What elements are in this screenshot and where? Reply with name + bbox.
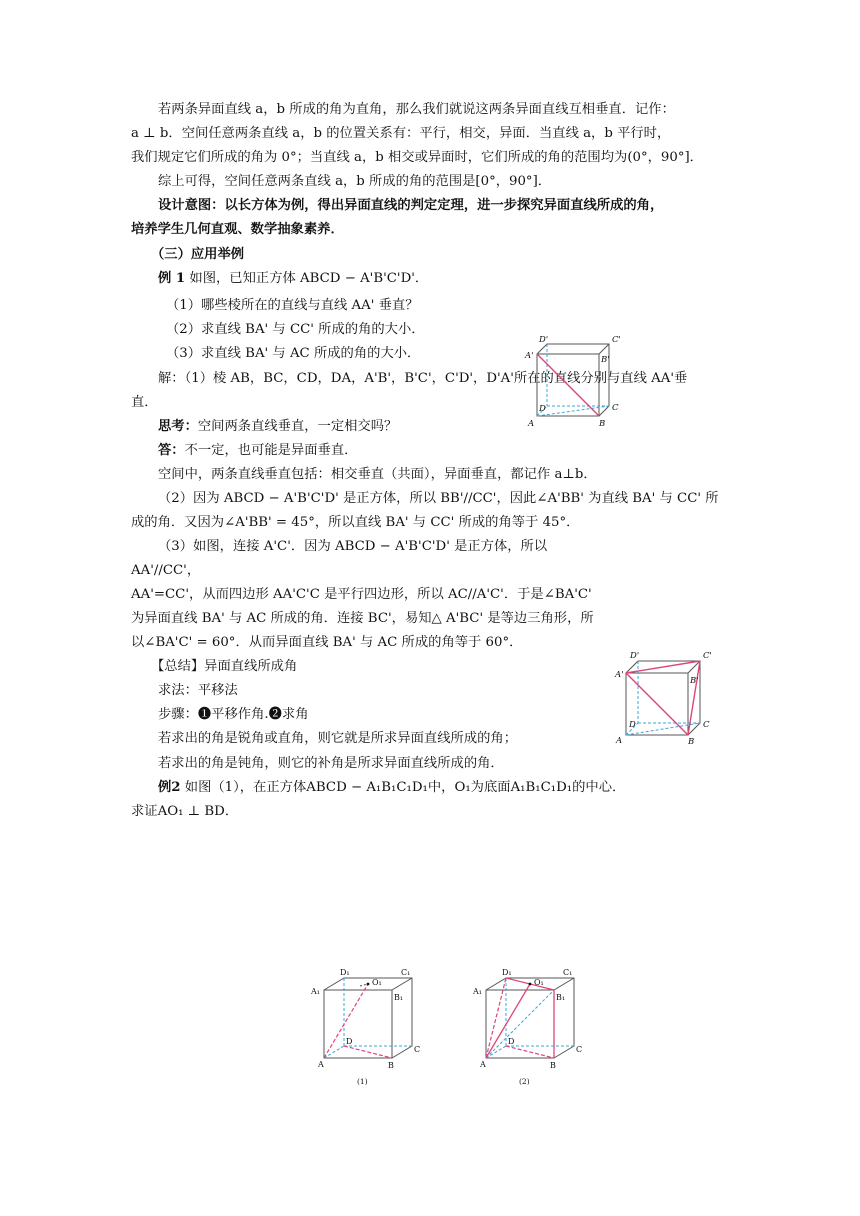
label-A1: A' <box>525 351 534 361</box>
label-C: C <box>612 403 619 413</box>
solution-1: 解：（1）棱 AB，BC，CD，DA，A'B'，B'C'，C'D'，D'A'所在的直线分别与直线 AA'垂 <box>158 370 688 386</box>
section-heading: （三）应用举例 <box>151 246 245 262</box>
label-B1: B' <box>601 355 610 365</box>
solution-3-cont: 为异面直线 BA' 与 AC 所成的角．连接 BC'，易知△ A'BC' 是等边三角形，所 <box>131 610 594 626</box>
paragraph: a ⊥ b．空间任意两条直线 a，b 的位置关系有：平行，相交，异面．当直线 a，b 平行时， <box>131 126 671 142</box>
label-A: A <box>318 1060 324 1069</box>
solution-2: （2）因为 ABCD − A'B'C'D' 是正方体，所以 BB'//CC'，因此∠A'BB' 为直线 BA' 与 CC' 所 <box>158 491 719 506</box>
solution-3-cont: AA'=CC'，从而四边形 AA'C'C 是平行四边形，所以 AC//A'C'．于是∠BA'C' <box>131 586 592 602</box>
label-C1: C₁ <box>563 968 573 977</box>
answer-text: 不一定，也可能是异面垂直． <box>184 442 358 458</box>
design-intent-label: 设计意图： <box>158 198 225 214</box>
paragraph: 若两条异面直线 a，b 所成的角为直角，那么我们就说这两条异面直线互相垂直．记作： <box>158 102 675 117</box>
paragraph: 培养学生几何直观、数学抽象素养． <box>131 222 344 238</box>
solution-3-cont: 以∠BA'C' = 60°．从而异面直线 BA' 与 AC 所成的角等于 60°． <box>131 635 523 651</box>
question-2: （2）求直线 BA' 与 CC' 所成的角的大小． <box>166 322 425 338</box>
label-D1: D₁ <box>340 968 350 977</box>
paragraph: 空间中，两条直线垂直包括：相交垂直（共面），异面垂直，都记作 a⊥b． <box>158 466 597 482</box>
label-D1: D' <box>539 335 549 345</box>
label-D: D <box>346 1037 353 1046</box>
paragraph: 若求出的角是锐角或直角，则它就是所求异面直线所成的角； <box>158 731 518 747</box>
example-1-text: 如图，已知正方体 ABCD − A'B'C'D'． <box>185 270 429 286</box>
cube-figure-2 <box>612 645 722 745</box>
design-intent-text: 以长方体为例，得出异面直线的判定定理，进一步探究异面直线所成的角， <box>224 198 664 214</box>
example-1-label: 例 1 <box>158 270 186 286</box>
label-B: B <box>688 737 695 745</box>
label-D: D <box>629 720 636 730</box>
label-C: C <box>414 1045 421 1054</box>
think-label: 思考： <box>158 418 198 434</box>
label-O1: O₁ <box>372 978 382 987</box>
label-O1: O₁ <box>534 978 544 987</box>
solution-2-cont: 成的角．又因为∠A'BB' = 45°，所以直线 BA' 与 CC' 所成的角等于 45°． <box>131 515 580 531</box>
example-1 <box>131 267 731 291</box>
label-D: D <box>508 1037 515 1046</box>
design-intent <box>131 194 731 218</box>
label-C1: C' <box>703 651 712 661</box>
question-3: （3）求直线 BA' 与 AC 所成的角的大小． <box>166 346 421 362</box>
answer <box>131 439 731 463</box>
label-B: B <box>550 1061 556 1070</box>
label-A: A <box>528 419 535 429</box>
cube-figure-1 <box>515 332 635 432</box>
label-A1: A₁ <box>311 987 320 996</box>
example-2 <box>131 776 731 800</box>
method: 求法：平移法 <box>158 683 238 699</box>
answer-label: 答： <box>158 442 185 458</box>
think-text: 空间两条直线垂直，一定相交吗？ <box>197 418 398 434</box>
example-2-label: 例2 <box>158 779 181 795</box>
label-B: B <box>599 419 606 429</box>
label-C1: C' <box>612 335 621 345</box>
figure-caption: (2) <box>519 1077 530 1086</box>
cube-figure-4 <box>472 968 587 1090</box>
label-A: A <box>480 1060 486 1069</box>
label-B1: B' <box>690 676 699 686</box>
steps: 步骤：❶平移作角.❷求角 <box>158 707 309 723</box>
cube-figure-3 <box>310 968 425 1090</box>
example-2-text: 如图（1），在正方体ABCD − A₁B₁C₁D₁中，O₁为底面A₁B₁C₁D₁的中心． <box>180 779 626 795</box>
label-C: C <box>703 720 710 730</box>
figure-caption: (1) <box>357 1077 368 1086</box>
label-A1: A' <box>615 670 624 680</box>
label-B: B <box>388 1061 394 1070</box>
solution-3: （3）如图，连接 A'C'．因为 ABCD − A'B'C'D' 是正方体，所以 AA'//CC'， <box>131 539 548 578</box>
label-B1: B₁ <box>394 993 404 1002</box>
paragraph: 我们规定它们所成的角为 0°；当直线 a，b 相交或异面时，它们所成的角的范围均为(0°，90°]． <box>131 150 703 166</box>
question-1: （1）哪些棱所在的直线与直线 AA' 垂直？ <box>166 298 419 314</box>
solution-1-cont: 直． <box>131 394 158 410</box>
label-A: A <box>616 736 623 745</box>
label-B1: B₁ <box>556 993 566 1002</box>
paragraph: 若求出的角是钝角，则它的补角是所求异面直线所成的角． <box>158 755 504 771</box>
label-D: D <box>539 404 546 414</box>
label-C1: C₁ <box>401 968 411 977</box>
think <box>131 415 731 439</box>
label-D1: D' <box>630 651 640 661</box>
paragraph: 求证AO₁ ⊥ BD． <box>131 803 239 819</box>
label-D1: D₁ <box>502 968 512 977</box>
label-C: C <box>576 1045 583 1054</box>
label-A1: A₁ <box>473 987 482 996</box>
paragraph: 综上可得，空间任意两条直线 a，b 所成的角的范围是[0°，90°]． <box>158 174 552 190</box>
summary-heading: 【总结】异面直线所成角 <box>151 659 298 675</box>
